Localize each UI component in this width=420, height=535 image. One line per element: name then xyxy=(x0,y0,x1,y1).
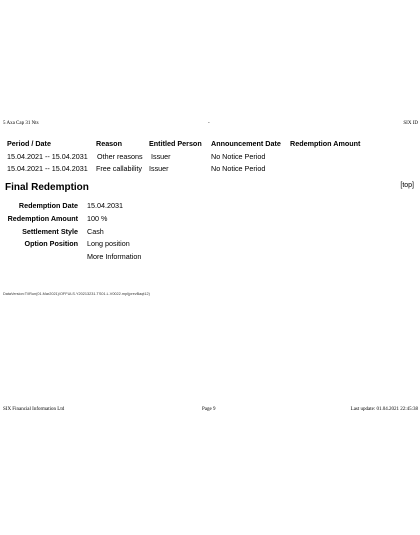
cell-announcement-date: No Notice Period xyxy=(211,164,266,173)
label-option-position: Option Position xyxy=(24,239,78,248)
cell-period: 15.04.2021 -- 15.04.2031 xyxy=(7,152,88,161)
header-center-mark: - xyxy=(208,121,210,126)
footer-page-number: Page 9 xyxy=(202,407,216,412)
more-information-link[interactable]: More Information xyxy=(87,252,142,261)
value-settlement-style: Cash xyxy=(87,227,104,236)
cell-entitled-person: Issuer xyxy=(149,164,169,173)
col-header-reason: Reason xyxy=(96,139,122,148)
cell-reason: Other reasons xyxy=(97,152,143,161)
col-header-redemption-amount: Redemption Amount xyxy=(290,139,361,148)
value-redemption-amount: 100 % xyxy=(87,214,108,223)
data-version-note: DataVersion:T/IRun(01.Mar2021)/OFFULS.Y20213231.TS01.L.V0022.mpl(prevBaqt12) xyxy=(3,292,150,296)
cell-announcement-date: No Notice Period xyxy=(211,152,266,161)
col-header-announcement-date: Announcement Date xyxy=(211,139,281,148)
value-option-position: Long position xyxy=(87,239,130,248)
col-header-entitled-person: Entitled Person xyxy=(149,139,202,148)
header-security-name: 5 Axa Cap 31 Nts xyxy=(3,121,39,126)
footer-last-update: Last update: 01.04.2021 22:45:38 xyxy=(350,407,418,412)
footer-company: SIX Financial Information Ltd xyxy=(3,407,65,412)
header-six-id: SIX ID xyxy=(403,121,418,126)
cell-period: 15.04.2021 -- 15.04.2031 xyxy=(7,164,88,173)
top-link[interactable]: [top] xyxy=(400,182,414,189)
value-redemption-date: 15.04.2031 xyxy=(87,201,123,210)
label-redemption-amount: Redemption Amount xyxy=(7,214,78,223)
cell-reason: Free callability xyxy=(96,164,142,173)
label-redemption-date: Redemption Date xyxy=(18,201,78,210)
label-settlement-style: Settlement Style xyxy=(22,227,78,236)
col-header-period: Period / Date xyxy=(7,139,51,148)
cell-entitled-person: Issuer xyxy=(151,152,171,161)
section-title-final-redemption: Final Redemption xyxy=(5,182,89,193)
